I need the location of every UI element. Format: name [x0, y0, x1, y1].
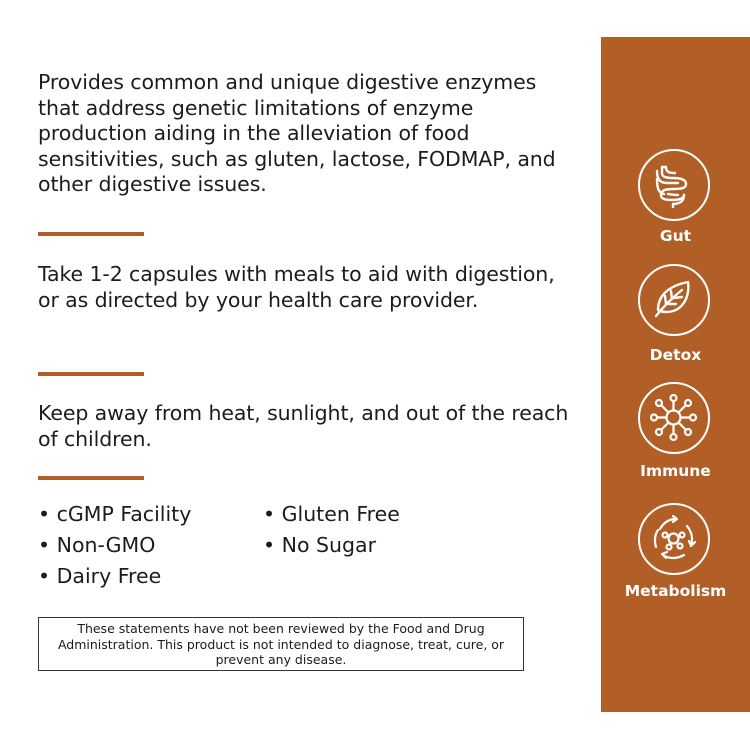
benefit-label-gut: Gut	[659, 227, 692, 245]
benefit-label-detox: Detox	[649, 346, 702, 364]
feature-item: • Gluten Free	[263, 502, 400, 526]
intestine-icon	[638, 149, 710, 221]
feature-item: • cGMP Facility	[38, 502, 192, 526]
feature-list	[38, 502, 458, 597]
fda-disclaimer: These statements have not been reviewed by the Food and Drug Administration. This product is not intended to diagnose, treat, cure, or prevent any disease.	[38, 617, 524, 671]
feature-item: • Dairy Free	[38, 564, 162, 588]
metabolism-cycle-icon	[638, 503, 710, 575]
immune-network-icon	[638, 382, 710, 454]
feature-item: • No Sugar	[263, 533, 377, 557]
feature-item: • Non-GMO	[38, 533, 156, 557]
benefit-label-immune: Immune	[640, 462, 711, 480]
section-divider	[38, 232, 144, 236]
directions-text: Take 1-2 capsules with meals to aid with digestion, or as directed by your health care provider.	[38, 262, 555, 312]
section-divider	[38, 372, 144, 376]
section-divider	[38, 476, 144, 480]
benefits-sidebar	[601, 37, 750, 712]
leaf-icon	[638, 264, 710, 336]
description-text: Provides common and unique digestive enzymes that address genetic limitations of enzyme production aiding in the alleviation of food sensitivities, such as gluten, lactose, FODMAP, and other digestive issues.	[38, 70, 556, 196]
warning-text: Keep away from heat, sunlight, and out of the reach of children.	[38, 401, 569, 451]
benefit-label-metabolism: Metabolism	[624, 582, 727, 600]
